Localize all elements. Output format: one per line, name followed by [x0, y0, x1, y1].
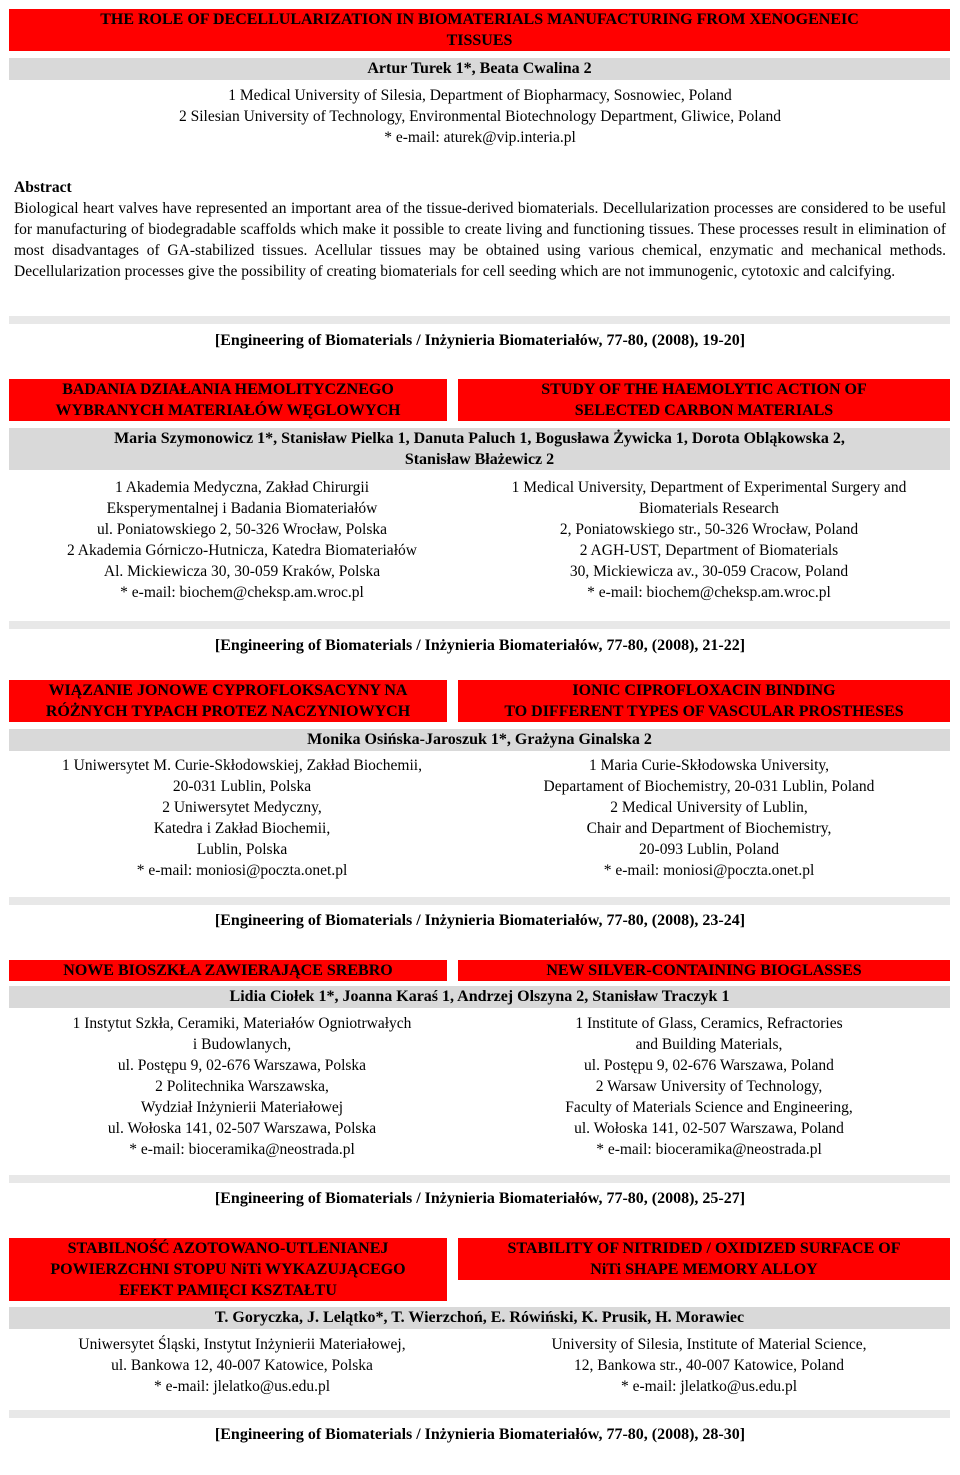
- separator: [9, 897, 950, 905]
- paper1-title-line2: TISSUES: [446, 32, 513, 49]
- paper3-pl-title-line2: RÓŻNYCH TYPACH PROTEZ NACZYNIOWYCH: [45, 703, 411, 720]
- paper5-en-title: [458, 1238, 950, 1280]
- affil-line: ul. Bankowa 12, 40-007 Katowice, Polska: [111, 1357, 373, 1374]
- paper5-pl-affiliations: [9, 1334, 475, 1397]
- affil-line: ul. Postępu 9, 02-676 Warszawa, Poland: [584, 1057, 834, 1074]
- affil-line: 2 Akademia Górniczo-Hutnicza, Katedra Biomateriałów: [67, 542, 417, 559]
- paper5-citation: [Engineering of Biomaterials / Inżynieria Biomateriałów, 77-80, (2008), 28-30]: [214, 1426, 746, 1443]
- affil-line: 2 Medical University of Lublin,: [610, 799, 808, 816]
- paper1-email: * e-mail: aturek@vip.interia.pl: [384, 129, 576, 146]
- affil-line: 2, Poniatowskiego str., 50-326 Wrocław, Poland: [559, 521, 859, 538]
- affil-line: 2 Uniwersytet Medyczny,: [162, 799, 322, 816]
- paper4-en-affiliations: [468, 1013, 950, 1160]
- paper5-en-title-line1: STABILITY OF NITRIDED / OXIDIZED SURFACE OF: [507, 1240, 901, 1257]
- paper2-authors-line1: Maria Szymonowicz 1*, Stanisław Pielka 1, Danuta Paluch 1, Bogusława Żywicka 1, Dorota Obląkowska 2,: [114, 430, 845, 447]
- paper1-authors: Artur Turek 1*, Beata Cwalina 2: [9, 58, 950, 80]
- paper5-en-title-line2: NiTi SHAPE MEMORY ALLOY: [590, 1261, 818, 1278]
- affil-line: Uniwersytet Śląski, Instytut Inżynierii Materiałowej,: [78, 1336, 406, 1353]
- affil-line: 1 Maria Curie-Skłodowska University,: [588, 757, 830, 774]
- affil-line: ul. Postępu 9, 02-676 Warszawa, Polska: [117, 1057, 367, 1074]
- affil-line: 12, Bankowa str., 40-007 Katowice, Poland: [574, 1357, 844, 1374]
- paper5-en-affiliations: [468, 1334, 950, 1397]
- paper4-en-title: NEW SILVER-CONTAINING BIOGLASSES: [458, 960, 950, 981]
- paper3-en-title-line1: IONIC CIPROFLOXACIN BINDING: [572, 682, 836, 699]
- paper3-pl-title-line1: WIĄZANIE JONOWE CYPROFLOKSACYNY NA: [48, 682, 408, 699]
- paper1-title-line1: THE ROLE OF DECELLULARIZATION IN BIOMATERIALS MANUFACTURING FROM XENOGENEIC: [100, 11, 859, 28]
- affil-line: Biomaterials Research: [639, 500, 779, 517]
- paper1-affiliations: [0, 85, 960, 148]
- affil-line: Faculty of Materials Science and Engineering,: [565, 1099, 853, 1116]
- paper1-affil1: 1 Medical University of Silesia, Department of Biopharmacy, Sosnowiec, Poland: [228, 87, 732, 104]
- affil-line: 30, Mickiewicza av., 30-059 Cracow, Poland: [569, 563, 849, 580]
- affil-line: ul. Wołoska 141, 02-507 Warszawa, Poland: [574, 1120, 844, 1137]
- affil-line: Katedra i Zakład Biochemii,: [153, 820, 331, 837]
- affil-line: 1 Institute of Glass, Ceramics, Refractories: [575, 1015, 843, 1032]
- separator: [9, 621, 950, 629]
- paper2-authors: [9, 428, 950, 470]
- affil-line: 20-031 Lublin, Polska: [172, 778, 312, 795]
- paper2-pl-title-line2: WYBRANYCH MATERIAŁÓW WĘGLOWYCH: [55, 402, 401, 419]
- paper3-pl-title: [9, 680, 447, 722]
- paper3-en-title: [458, 680, 950, 722]
- affil-line: ul. Wołoska 141, 02-507 Warszawa, Polska: [107, 1120, 377, 1137]
- paper4-pl-title: NOWE BIOSZKŁA ZAWIERAJĄCE SREBRO: [9, 960, 447, 981]
- affil-line: 1 Instytut Szkła, Ceramiki, Materiałów Ogniotrwałych: [72, 1015, 412, 1032]
- paper3-en-affiliations: [468, 755, 950, 881]
- affil-line: Wydział Inżynierii Materiałowej: [140, 1099, 344, 1116]
- affil-line: * e-mail: moniosi@poczta.onet.pl: [136, 862, 348, 879]
- paper1-abstract-text: Biological heart valves have represented an important area of the tissue-derived biomaterials. Decellularization processes are considered to be useful for manufacturing of biodegradable scaffolds which make it possible to create living and functioning tissues. These processes result in elimination of most disadvantages of GA-stabilized tissues. Acellular tissues may be obtained using various chemical, enzymatic and mechanical methods. Decellularization processes give the possibility of creating biomaterials for cell seeding which are not immunogenic, cytotoxic and calcifying.: [14, 200, 946, 280]
- affil-line: * e-mail: bioceramika@neostrada.pl: [129, 1141, 355, 1158]
- separator: [9, 1410, 950, 1418]
- affil-line: University of Silesia, Institute of Material Science,: [551, 1336, 867, 1353]
- affil-line: Lublin, Polska: [196, 841, 288, 858]
- paper4-pl-affiliations: [9, 1013, 475, 1160]
- paper2-citation: [Engineering of Biomaterials / Inżynieria Biomateriałów, 77-80, (2008), 21-22]: [214, 637, 746, 654]
- affil-line: 1 Uniwersytet M. Curie-Skłodowskiej, Zakład Biochemii,: [62, 757, 422, 774]
- paper2-en-title: [458, 379, 950, 421]
- paper2-pl-affiliations: [9, 477, 475, 603]
- paper5-pl-title-line1: STABILNOŚĆ AZOTOWANO-UTLENIANEJ: [67, 1240, 389, 1257]
- paper2-en-title-line1: STUDY OF THE HAEMOLYTIC ACTION OF: [541, 381, 867, 398]
- affil-line: Chair and Department of Biochemistry,: [586, 820, 832, 837]
- paper4-authors: Lidia Ciołek 1*, Joanna Karaś 1, Andrzej Olszyna 2, Stanisław Traczyk 1: [9, 986, 950, 1008]
- paper5-pl-title-line2: POWIERZCHNI STOPU NiTi WYKAZUJĄCEGO: [50, 1261, 406, 1278]
- affil-line: Departament of Biochemistry, 20-031 Lublin, Poland: [543, 778, 875, 795]
- affil-line: * e-mail: jlelatko@us.edu.pl: [620, 1378, 798, 1395]
- affil-line: Eksperymentalnej i Badania Biomateriałów: [106, 500, 378, 517]
- separator: [9, 1175, 950, 1183]
- paper2-pl-title-line1: BADANIA DZIAŁANIA HEMOLITYCZNEGO: [62, 381, 394, 398]
- paper2-en-affiliations: [468, 477, 950, 603]
- affil-line: 20-093 Lublin, Poland: [639, 841, 779, 858]
- paper1-abstract-heading: Abstract: [14, 179, 72, 196]
- affil-line: ul. Poniatowskiego 2, 50-326 Wrocław, Polska: [97, 521, 387, 538]
- affil-line: 2 Warsaw University of Technology,: [595, 1078, 823, 1095]
- affil-line: * e-mail: bioceramika@neostrada.pl: [596, 1141, 822, 1158]
- affil-line: * e-mail: moniosi@poczta.onet.pl: [603, 862, 815, 879]
- affil-line: * e-mail: biochem@cheksp.am.wroc.pl: [120, 584, 364, 601]
- paper2-en-title-line2: SELECTED CARBON MATERIALS: [574, 402, 834, 419]
- paper5-authors: T. Goryczka, J. Lelątko*, T. Wierzchoń, E. Rówiński, K. Prusik, H. Morawiec: [9, 1307, 950, 1329]
- paper4-citation: [Engineering of Biomaterials / Inżynieria Biomateriałów, 77-80, (2008), 25-27]: [214, 1190, 746, 1207]
- paper2-authors-line2: Stanisław Błażewicz 2: [404, 451, 555, 468]
- paper2-pl-title: [9, 379, 447, 421]
- affil-line: * e-mail: biochem@cheksp.am.wroc.pl: [587, 584, 831, 601]
- affil-line: 1 Akademia Medyczna, Zakład Chirurgii: [114, 479, 370, 496]
- affil-line: * e-mail: jlelatko@us.edu.pl: [153, 1378, 331, 1395]
- affil-line: Al. Mickiewicza 30, 30-059 Kraków, Polska: [103, 563, 381, 580]
- paper3-en-title-line2: TO DIFFERENT TYPES OF VASCULAR PROSTHESES: [504, 703, 904, 720]
- affil-line: 2 Politechnika Warszawska,: [155, 1078, 329, 1095]
- paper3-pl-affiliations: [9, 755, 475, 881]
- paper3-authors: Monika Osińska-Jaroszuk 1*, Grażyna Ginalska 2: [9, 729, 950, 751]
- affil-line: i Budowlanych,: [192, 1036, 292, 1053]
- paper3-citation: [Engineering of Biomaterials / Inżynieria Biomateriałów, 77-80, (2008), 23-24]: [214, 912, 746, 929]
- paper1-citation: [Engineering of Biomaterials / Inżynieria Biomateriałów, 77-80, (2008), 19-20]: [214, 332, 746, 349]
- paper5-pl-title: [9, 1238, 447, 1301]
- affil-line: 2 AGH-UST, Department of Biomaterials: [579, 542, 839, 559]
- paper1-affil2: 2 Silesian University of Technology, Environmental Biotechnology Department, Gliwice, Poland: [178, 108, 781, 125]
- affil-line: 1 Medical University, Department of Experimental Surgery and: [511, 479, 907, 496]
- paper5-pl-title-line3: EFEKT PAMIĘCI KSZTAŁTU: [119, 1282, 337, 1299]
- affil-line: and Building Materials,: [635, 1036, 783, 1053]
- paper1-title-banner: [9, 9, 950, 51]
- separator: [9, 316, 950, 324]
